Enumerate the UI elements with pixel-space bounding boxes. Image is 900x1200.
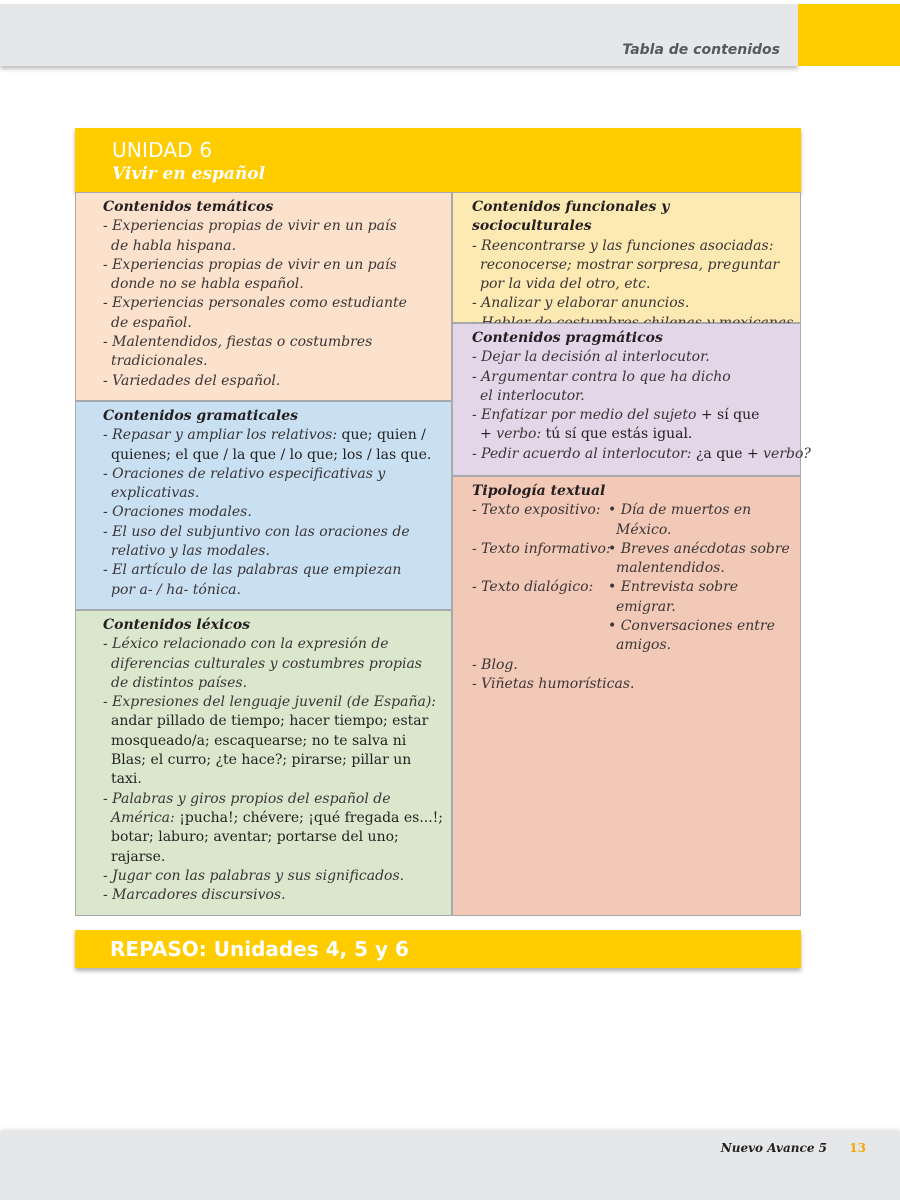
example-text: mosqueado/a; escaquearse; no te salva ni [111,732,407,749]
text-example: • Día de muertos en [608,502,752,519]
example-text: andar pillado de tiempo; hacer tiempo; estar [111,713,429,730]
tipologia-row [472,521,790,540]
list-item: diferencias culturales y costumbres propias [111,655,422,672]
list-item: - Oraciones de relativo especificativas y [103,465,386,482]
text-example: México. [616,521,672,538]
list-item: por la vida del otro, etc. [480,276,651,293]
unit-subtitle: Vivir en español [112,164,266,184]
list-item: reconocerse; mostrar sorpresa, preguntar [480,256,780,273]
list-item: explicativas. [111,485,200,502]
example-text: taxi. [111,771,142,788]
list-item: - Jugar con las palabras y sus significados. [103,867,405,884]
book-title: Nuevo Avance 5 [720,1141,827,1155]
text-example: malentendidos. [616,560,725,577]
pragmaticos-title: Contenidos pragmáticos [472,330,663,346]
tipologia-row [472,636,790,655]
funcionales-box [452,192,801,323]
list-item: de español. [111,314,192,331]
list-item-text: verbo: [496,426,546,443]
list-item-text: América: [111,809,180,826]
list-item: tradicionales. [111,353,208,370]
page-number: 13 [849,1141,866,1155]
tipologia-row [472,617,790,636]
list-item-text: verbo? [763,445,811,462]
list-item: - Variedades del español. [103,372,281,389]
list-item-text: - Repasar y ampliar los relativos: [103,427,342,444]
text-type [472,559,608,578]
list-item-text: - Enfatizar por medio del sujeto [472,407,701,424]
list-item [103,809,444,828]
text-type: - Texto expositivo: [472,502,601,519]
text-example: • Breves anécdotas sobre [608,540,790,557]
list-item: - Viñetas humorísticas. [472,675,635,692]
top-accent-block [798,4,900,66]
example-text: + sí que [700,407,760,424]
running-head-title: Tabla de contenidos [622,42,780,58]
list-item: de distintos países. [111,674,248,691]
text-type [472,636,608,655]
example-text: + [480,426,497,443]
example-text: ¡pucha!; chévere; ¡qué fregada es...!; [179,809,444,826]
list-item: - Blog. [472,656,518,673]
list-item: - Marcadores discursivos. [103,887,286,904]
text-type [472,521,608,540]
list-item: - Analizar y elaborar anuncios. [472,295,690,312]
lexicos-title: Contenidos léxicos [103,617,251,633]
gramaticales-box [75,401,452,610]
list-item: - Experiencias propias de vivir en un país [103,218,397,235]
list-item: - Argumentar contra lo que ha dicho [472,368,731,385]
text-type: - Texto informativo: [472,540,611,557]
list-item: - El artículo de las palabras que empiezan [103,562,402,579]
list-item: - Dejar la decisión al interlocutor. [472,349,710,366]
list-item: - Malentendidos, fiestas o costumbres [103,334,373,351]
example-text: tú sí que estás igual. [545,426,693,443]
tipologia-box [452,476,801,916]
text-example: emigrar. [616,598,676,615]
list-item: - Léxico relacionado con la expresión de [103,636,389,653]
list-item: - Experiencias personales como estudiante [103,295,407,312]
example-text: Blas; el curro; ¿te hace?; pirarse; pillar un [111,752,412,769]
list-item: - Expresiones del lenguaje juvenil (de España): [103,694,437,711]
text-example: amigos. [616,637,672,654]
repaso-banner [75,930,801,968]
list-item [472,406,790,425]
example-text: que; quien / [341,427,426,444]
tipologia-row [472,598,790,617]
example-text: ¿a que + [695,445,764,462]
text-type [472,617,608,636]
pragmaticos-box [452,323,811,476]
tematicos-title: Contenidos temáticos [103,199,274,215]
list-item-text: - Pedir acuerdo al interlocutor: [472,445,696,462]
gramaticales-title: Contenidos gramaticales [103,408,299,424]
list-item: de habla hispana. [111,237,237,254]
list-item: el interlocutor. [480,387,585,404]
tipologia-row [472,559,790,578]
list-item: donde no se habla español. [111,276,304,293]
text-type: - Texto dialógico: [472,579,594,596]
list-item: - Experiencias propias de vivir en un país [103,256,397,273]
tipologia-row [472,540,790,559]
tipologia-title: Tipología textual [472,483,606,499]
text-type [472,598,608,617]
list-item [472,425,790,444]
unit-header [75,128,801,192]
text-example: • Conversaciones entre [608,618,775,635]
list-item: - El uso del subjuntivo con las oraciones de [103,523,410,540]
tipologia-row [472,501,790,520]
example-text: rajarse. [111,848,166,865]
list-item [103,426,441,445]
list-item: relativo y las modales. [111,543,270,560]
list-item: - Palabras y giros propios del español de [103,790,391,807]
lexicos-box [75,610,452,916]
example-text: botar; laburo; aventar; portarse del uno; [111,829,399,846]
list-item: - Reencontrarse y las funciones asociadas: [472,237,774,254]
repaso-label: REPASO: Unidades 4, 5 y 6 [110,937,409,961]
tematicos-box [75,192,452,401]
list-item: - Oraciones modales. [103,504,252,521]
text-example: • Entrevista sobre [608,579,739,596]
example-text: quienes; el que / la que / lo que; los / las que. [111,446,432,463]
list-item [472,445,811,464]
unit-title: UNIDAD 6 [112,138,213,162]
list-item: por a- / ha- tónica. [111,581,241,598]
funcionales-title: Contenidos funcionales y socioculturales [472,199,670,235]
tipologia-row [472,578,790,597]
